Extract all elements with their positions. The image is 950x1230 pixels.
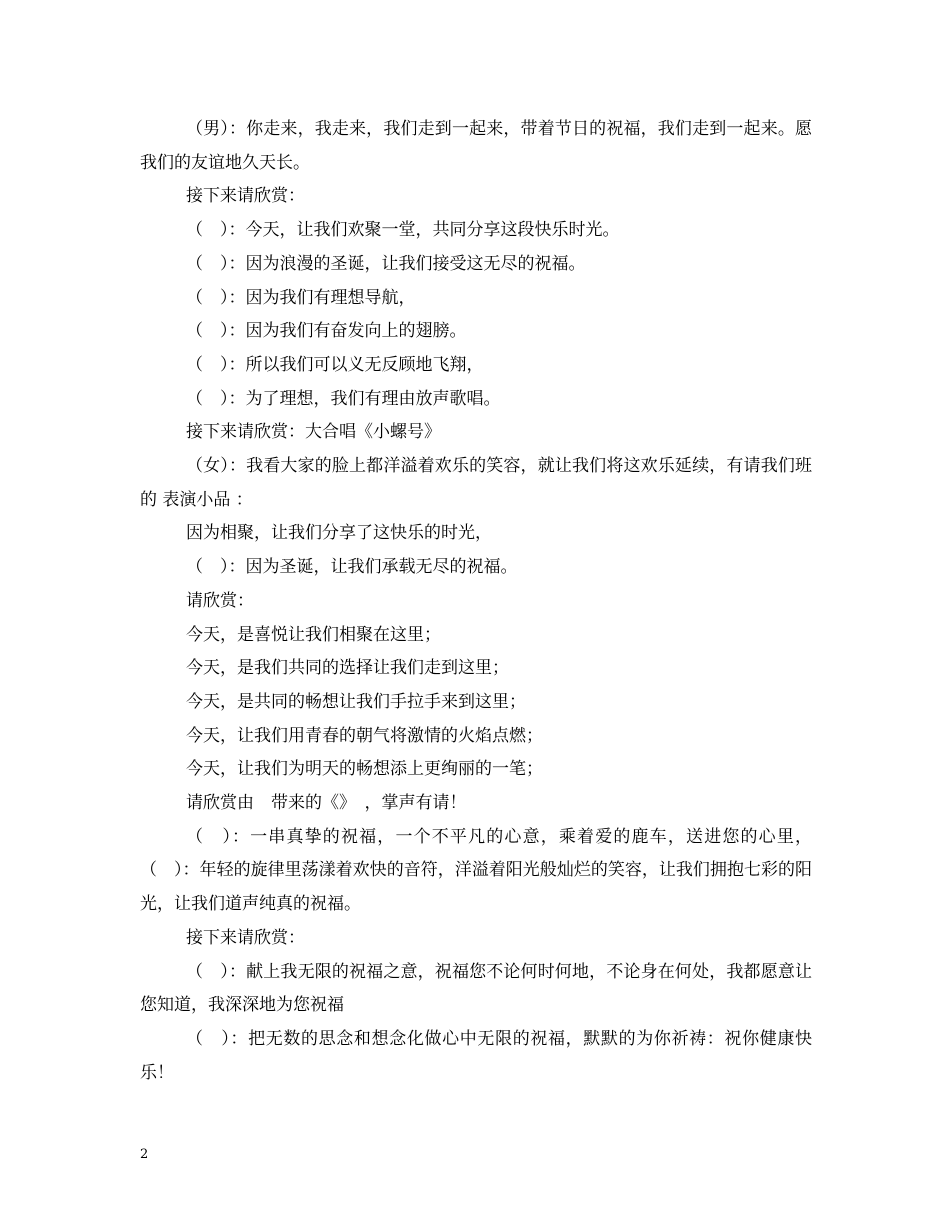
paragraph: （女）：我看大家的脸上都洋溢着欢乐的笑容，就让我们将这欢乐延续，有请我们班的 表演小品 ： [140, 456, 812, 510]
paragraph: 接下来请欣赏： [186, 186, 305, 207]
paragraph: 接下来请欣赏： [186, 927, 305, 948]
paragraph: （ ）：因为我们有奋发向上的翅膀。 [186, 321, 467, 342]
paragraph: （ ）：今天，让我们欢聚一堂，共同分享这段快乐时光。 [186, 220, 620, 241]
document-body [140, 113, 812, 1090]
paragraph: （男）：你走来，我走来，我们走到一起来，带着节日的祝福，我们走到一起来。愿我们的友谊地久天长。 [140, 119, 812, 173]
paragraph: 今天，是共同的畅想让我们手拉手来到这里； [186, 691, 526, 712]
paragraph: （ ）：把无数的思念和想念化做心中无限的祝福，默默的为你祈祷：祝你健康快乐！ [140, 1028, 812, 1083]
paragraph: 请欣赏由 带来的《》 ，掌声有请！ [186, 793, 467, 814]
page-number: 2 [140, 1147, 149, 1162]
paragraph: （ ）：因为浪漫的圣诞，让我们接受这无尽的祝福。 [186, 253, 586, 274]
paragraph: 因为相聚，让我们分享了这快乐的时光， [186, 523, 492, 544]
paragraph: （ ）：献上我无限的祝福之意，祝福您不论何时何地，不论身在何处，我都愿意让您知道，我深深地为您祝福 [140, 961, 812, 1016]
paragraph: （ ）：为了理想，我们有理由放声歌唱。 [186, 388, 501, 409]
paragraph: 今天，是我们共同的选择让我们走到这里； [186, 658, 509, 679]
paragraph: （ ）：因为我们有理想导航， [186, 287, 416, 308]
paragraph: 今天，让我们为明天的畅想添上更绚丽的一笔； [186, 759, 543, 780]
paragraph: （ ）：因为圣诞，让我们承载无尽的祝福。 [186, 557, 518, 578]
paragraph: 接下来请欣赏：大合唱《小螺号》 [186, 422, 441, 443]
paragraph: （ ）：所以我们可以义无反顾地飞翔， [186, 354, 484, 375]
paragraph: （ ）：一串真挚的祝福，一个不平凡的心意，乘着爱的鹿车，送进您的心里，（ ）：年轻的旋律里荡漾着欢快的音符，洋溢着阳光般灿烂的笑容，让我们拥抱七彩的阳光，让我们道声纯真的祝福。 [140, 826, 812, 915]
paragraph: 今天，是喜悦让我们相聚在这里； [186, 624, 441, 645]
paragraph: 请欣赏： [186, 590, 254, 611]
paragraph: 今天，让我们用青春的朝气将激情的火焰点燃； [186, 725, 543, 746]
